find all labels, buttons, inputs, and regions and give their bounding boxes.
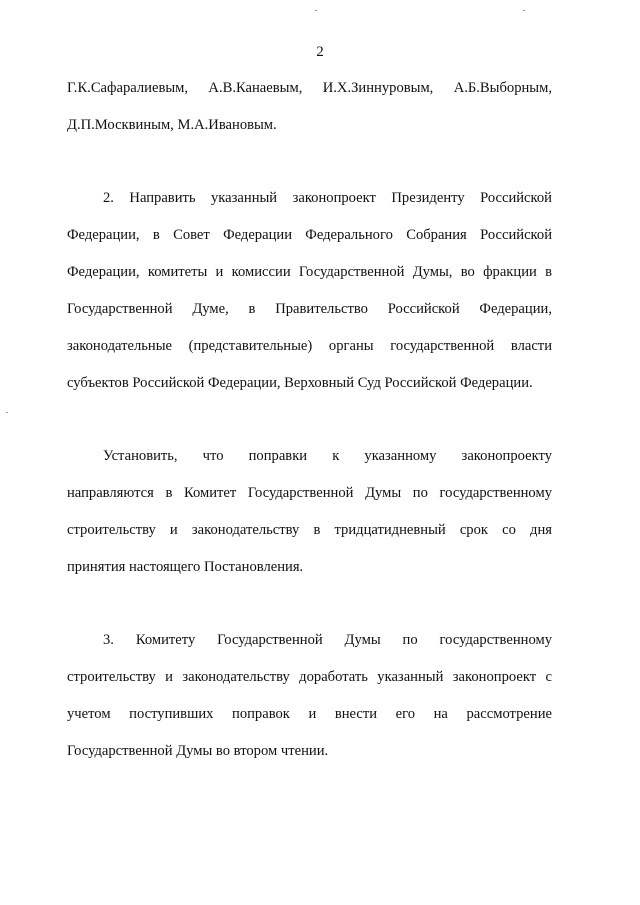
scan-speck	[6, 412, 8, 413]
text-line: Установить, что поправки к указанному законопроекту	[103, 448, 552, 464]
page-number: 2	[316, 44, 324, 60]
text-line: Государственной Думе, в Правительство Российской Федерации,	[67, 301, 552, 317]
text-line: строительству и законодательству доработать указанный законопроект с	[67, 669, 552, 685]
text-line: Государственной Думы во втором чтении.	[67, 743, 329, 759]
paragraph-item-3	[67, 630, 552, 778]
document-body	[67, 78, 552, 814]
text-line: принятия настоящего Постановления.	[67, 559, 304, 575]
paragraph-item-2	[67, 188, 552, 410]
text-line: Федерации, комитеты и комиссии Государственной Думы, во фракции в	[67, 264, 552, 280]
text-line: Г.К.Сафаралиевым, А.В.Канаевым, И.Х.Зиннуровым, А.Б.Выборным,	[67, 80, 552, 96]
text-line: строительству и законодательству в тридцатидневный срок со дня	[67, 522, 552, 538]
text-line: законодательные (представительные) органы государственной власти	[67, 338, 552, 354]
scan-speck	[315, 10, 317, 11]
text-line: субъектов Российской Федерации, Верховный Суд Российской Федерации.	[67, 375, 533, 391]
text-line: учетом поступивших поправок и внести его на рассмотрение	[67, 706, 552, 722]
text-line: Федерации, в Совет Федерации Федерального Собрания Российской	[67, 227, 552, 243]
paragraph-signatories	[67, 78, 552, 152]
text-line: Д.П.Москвиным, М.А.Ивановым.	[67, 117, 277, 133]
scan-speck	[523, 10, 525, 11]
text-line: 3. Комитету Государственной Думы по государственному	[103, 632, 552, 648]
text-line: 2. Направить указанный законопроект Президенту Российской	[103, 190, 552, 206]
paragraph-amendments	[67, 446, 552, 594]
text-line: направляются в Комитет Государственной Думы по государственному	[67, 485, 552, 501]
